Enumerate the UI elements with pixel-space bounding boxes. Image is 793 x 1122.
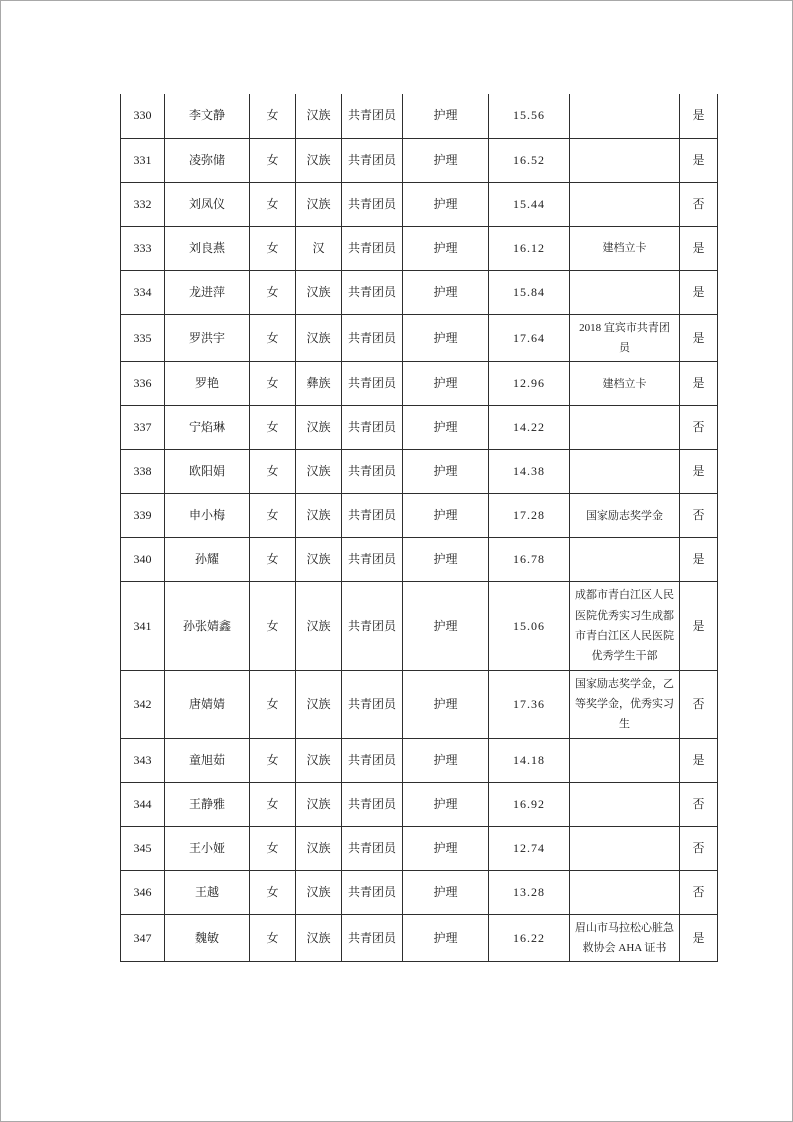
cell-no: 345	[121, 826, 165, 870]
cell-no: 340	[121, 538, 165, 582]
cell-political-status: 共青团员	[342, 406, 403, 450]
cell-name: 申小梅	[165, 494, 250, 538]
cell-no: 346	[121, 870, 165, 914]
cell-name: 孙张婧鑫	[165, 582, 250, 670]
cell-political-status: 共青团员	[342, 870, 403, 914]
cell-note: 2018 宜宾市共青团员	[570, 314, 680, 362]
cell-selected: 是	[680, 226, 718, 270]
cell-note	[570, 182, 680, 226]
cell-gender: 女	[250, 362, 296, 406]
cell-name: 魏敏	[165, 914, 250, 962]
roster-table-body	[121, 94, 718, 962]
cell-note	[570, 270, 680, 314]
cell-name: 凌弥储	[165, 138, 250, 182]
cell-major: 护理	[403, 494, 489, 538]
cell-no: 347	[121, 914, 165, 962]
cell-political-status: 共青团员	[342, 494, 403, 538]
cell-no: 338	[121, 450, 165, 494]
cell-gender: 女	[250, 538, 296, 582]
cell-gender: 女	[250, 582, 296, 670]
cell-gender: 女	[250, 450, 296, 494]
cell-score: 13.28	[489, 870, 570, 914]
cell-selected: 是	[680, 738, 718, 782]
cell-score: 17.28	[489, 494, 570, 538]
cell-score: 15.44	[489, 182, 570, 226]
cell-note	[570, 738, 680, 782]
cell-selected: 是	[680, 538, 718, 582]
cell-political-status: 共青团员	[342, 738, 403, 782]
cell-selected: 是	[680, 914, 718, 962]
cell-ethnicity: 汉族	[296, 94, 342, 138]
cell-major: 护理	[403, 870, 489, 914]
cell-ethnicity: 彝族	[296, 362, 342, 406]
cell-selected: 否	[680, 406, 718, 450]
cell-score: 16.78	[489, 538, 570, 582]
cell-no: 332	[121, 182, 165, 226]
cell-ethnicity: 汉族	[296, 494, 342, 538]
cell-ethnicity: 汉族	[296, 914, 342, 962]
cell-no: 343	[121, 738, 165, 782]
cell-score: 12.96	[489, 362, 570, 406]
table-row	[121, 782, 718, 826]
cell-name: 龙进萍	[165, 270, 250, 314]
table-row	[121, 182, 718, 226]
cell-gender: 女	[250, 738, 296, 782]
table-row	[121, 914, 718, 962]
cell-note	[570, 406, 680, 450]
table-row	[121, 270, 718, 314]
table-row	[121, 826, 718, 870]
cell-no: 339	[121, 494, 165, 538]
cell-ethnicity: 汉族	[296, 826, 342, 870]
cell-note: 眉山市马拉松心脏急救协会 AHA 证书	[570, 914, 680, 962]
table-row	[121, 582, 718, 670]
table-row	[121, 94, 718, 138]
cell-note: 建档立卡	[570, 362, 680, 406]
cell-selected: 否	[680, 670, 718, 738]
cell-selected: 否	[680, 870, 718, 914]
cell-ethnicity: 汉族	[296, 314, 342, 362]
cell-name: 罗洪宇	[165, 314, 250, 362]
cell-no: 334	[121, 270, 165, 314]
cell-name: 刘良燕	[165, 226, 250, 270]
cell-selected: 否	[680, 494, 718, 538]
cell-major: 护理	[403, 362, 489, 406]
cell-political-status: 共青团员	[342, 362, 403, 406]
cell-score: 16.52	[489, 138, 570, 182]
cell-no: 337	[121, 406, 165, 450]
cell-name: 王静雅	[165, 782, 250, 826]
cell-political-status: 共青团员	[342, 226, 403, 270]
cell-selected: 是	[680, 582, 718, 670]
cell-selected: 否	[680, 782, 718, 826]
cell-selected: 是	[680, 270, 718, 314]
cell-note	[570, 826, 680, 870]
cell-selected: 是	[680, 138, 718, 182]
cell-political-status: 共青团员	[342, 538, 403, 582]
cell-political-status: 共青团员	[342, 782, 403, 826]
cell-no: 341	[121, 582, 165, 670]
cell-gender: 女	[250, 182, 296, 226]
cell-note: 成都市青白江区人民医院优秀实习生成都市青白江区人民医院优秀学生干部	[570, 582, 680, 670]
cell-major: 护理	[403, 826, 489, 870]
cell-political-status: 共青团员	[342, 582, 403, 670]
cell-political-status: 共青团员	[342, 826, 403, 870]
cell-gender: 女	[250, 494, 296, 538]
cell-score: 16.92	[489, 782, 570, 826]
cell-ethnicity: 汉族	[296, 138, 342, 182]
cell-name: 罗艳	[165, 362, 250, 406]
cell-score: 17.36	[489, 670, 570, 738]
cell-name: 唐婧婧	[165, 670, 250, 738]
cell-major: 护理	[403, 314, 489, 362]
cell-no: 335	[121, 314, 165, 362]
cell-no: 330	[121, 94, 165, 138]
cell-note	[570, 94, 680, 138]
cell-political-status: 共青团员	[342, 314, 403, 362]
cell-note: 国家励志奖学金	[570, 494, 680, 538]
cell-political-status: 共青团员	[342, 450, 403, 494]
cell-gender: 女	[250, 94, 296, 138]
cell-selected: 是	[680, 94, 718, 138]
table-row	[121, 406, 718, 450]
cell-gender: 女	[250, 406, 296, 450]
cell-note	[570, 870, 680, 914]
cell-score: 16.22	[489, 914, 570, 962]
cell-major: 护理	[403, 182, 489, 226]
cell-major: 护理	[403, 406, 489, 450]
cell-major: 护理	[403, 94, 489, 138]
cell-major: 护理	[403, 738, 489, 782]
table-row	[121, 494, 718, 538]
table-row	[121, 314, 718, 362]
cell-note	[570, 450, 680, 494]
cell-note: 建档立卡	[570, 226, 680, 270]
cell-ethnicity: 汉族	[296, 182, 342, 226]
cell-ethnicity: 汉族	[296, 870, 342, 914]
cell-gender: 女	[250, 270, 296, 314]
cell-selected: 否	[680, 182, 718, 226]
cell-major: 护理	[403, 450, 489, 494]
cell-political-status: 共青团员	[342, 670, 403, 738]
cell-no: 344	[121, 782, 165, 826]
cell-score: 14.38	[489, 450, 570, 494]
cell-major: 护理	[403, 270, 489, 314]
cell-ethnicity: 汉族	[296, 670, 342, 738]
cell-major: 护理	[403, 138, 489, 182]
cell-no: 336	[121, 362, 165, 406]
table-row	[121, 226, 718, 270]
cell-selected: 是	[680, 362, 718, 406]
cell-political-status: 共青团员	[342, 914, 403, 962]
table-row	[121, 870, 718, 914]
cell-score: 14.22	[489, 406, 570, 450]
cell-gender: 女	[250, 226, 296, 270]
cell-ethnicity: 汉族	[296, 782, 342, 826]
cell-note: 国家励志奖学金，乙等奖学金，优秀实习生	[570, 670, 680, 738]
cell-score: 12.74	[489, 826, 570, 870]
cell-selected: 是	[680, 450, 718, 494]
cell-gender: 女	[250, 314, 296, 362]
cell-score: 15.56	[489, 94, 570, 138]
cell-name: 王越	[165, 870, 250, 914]
table-row	[121, 538, 718, 582]
cell-ethnicity: 汉族	[296, 582, 342, 670]
cell-note	[570, 138, 680, 182]
cell-major: 护理	[403, 670, 489, 738]
cell-name: 童旭茹	[165, 738, 250, 782]
cell-name: 欧阳娟	[165, 450, 250, 494]
cell-note	[570, 782, 680, 826]
cell-selected: 否	[680, 826, 718, 870]
cell-ethnicity: 汉族	[296, 270, 342, 314]
cell-major: 护理	[403, 582, 489, 670]
table-row	[121, 138, 718, 182]
table-row	[121, 450, 718, 494]
cell-ethnicity: 汉	[296, 226, 342, 270]
cell-major: 护理	[403, 226, 489, 270]
cell-gender: 女	[250, 870, 296, 914]
cell-no: 342	[121, 670, 165, 738]
cell-gender: 女	[250, 138, 296, 182]
cell-political-status: 共青团员	[342, 270, 403, 314]
cell-name: 宁焰琳	[165, 406, 250, 450]
cell-gender: 女	[250, 782, 296, 826]
cell-no: 333	[121, 226, 165, 270]
cell-score: 15.06	[489, 582, 570, 670]
cell-gender: 女	[250, 670, 296, 738]
table-row	[121, 670, 718, 738]
cell-gender: 女	[250, 826, 296, 870]
cell-score: 17.64	[489, 314, 570, 362]
cell-name: 孙耀	[165, 538, 250, 582]
cell-major: 护理	[403, 538, 489, 582]
cell-score: 16.12	[489, 226, 570, 270]
cell-gender: 女	[250, 914, 296, 962]
cell-ethnicity: 汉族	[296, 538, 342, 582]
table-row	[121, 738, 718, 782]
cell-ethnicity: 汉族	[296, 406, 342, 450]
cell-political-status: 共青团员	[342, 94, 403, 138]
cell-note	[570, 538, 680, 582]
cell-ethnicity: 汉族	[296, 450, 342, 494]
table-row	[121, 362, 718, 406]
cell-major: 护理	[403, 914, 489, 962]
cell-score: 15.84	[489, 270, 570, 314]
cell-name: 王小娅	[165, 826, 250, 870]
cell-name: 李文静	[165, 94, 250, 138]
cell-ethnicity: 汉族	[296, 738, 342, 782]
cell-selected: 是	[680, 314, 718, 362]
cell-score: 14.18	[489, 738, 570, 782]
roster-table	[120, 94, 718, 962]
cell-political-status: 共青团员	[342, 138, 403, 182]
cell-political-status: 共青团员	[342, 182, 403, 226]
cell-no: 331	[121, 138, 165, 182]
cell-major: 护理	[403, 782, 489, 826]
cell-name: 刘凤仪	[165, 182, 250, 226]
